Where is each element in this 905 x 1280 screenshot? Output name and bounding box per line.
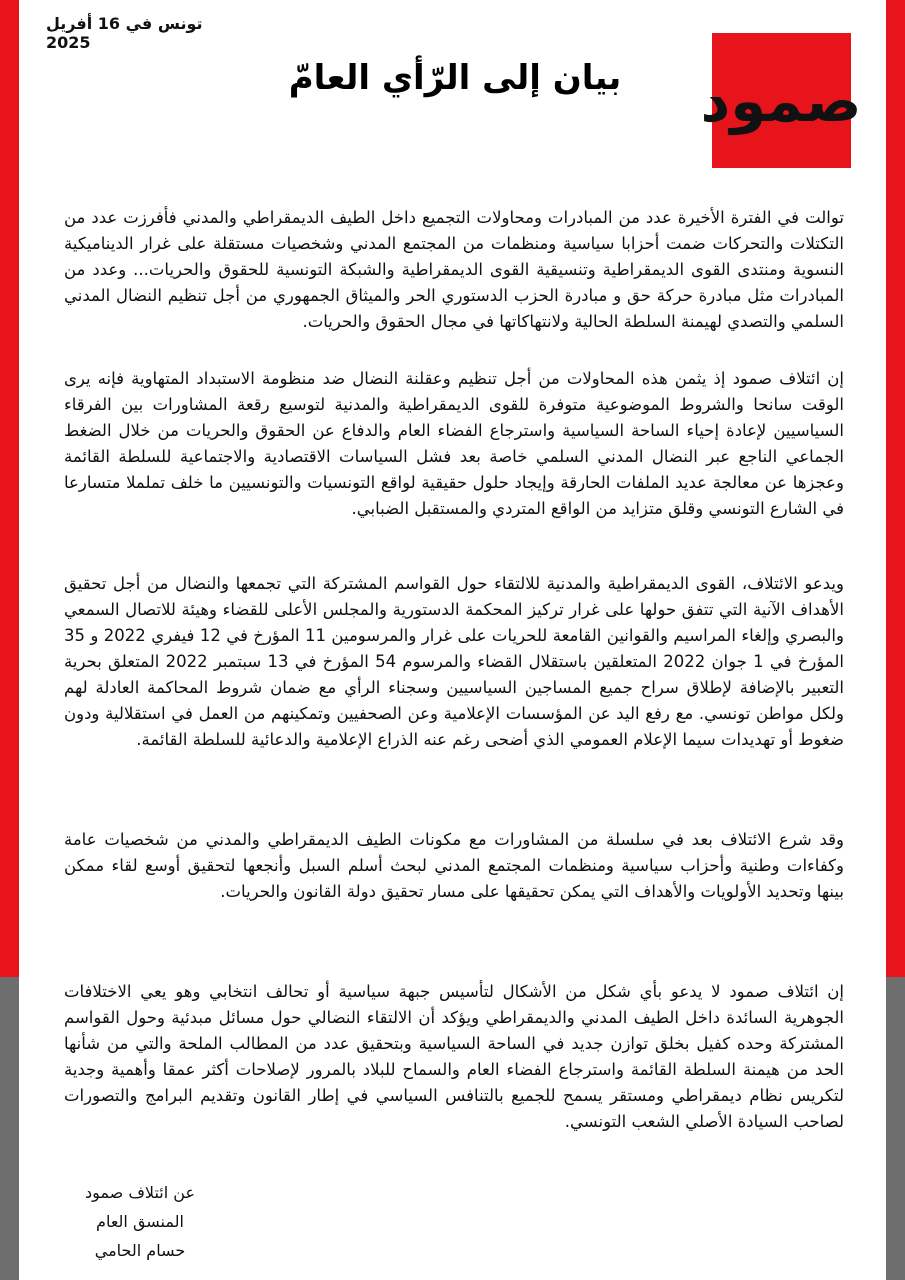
page-title: بيان إلى الرّأي العامّ [288,58,622,98]
paragraph-3: ويدعو الائتلاف، القوى الديمقراطية والمدنية للالتقاء حول القواسم المشتركة التي تجمعها والنضال من أجل تحقيق الأهداف الآنية التي تتفق حولها على غرار تركيز المحكمة الدستورية والمجلس الأعلى للقضاء وهيئة للاتصال السمعي والبصري وإلغاء المراسيم والقوانين القامعة للحريات على غرار والمرسومين 11 المؤرخ في 12 فيفري 2022 و 35 المؤرخ في 1 جوان 2022 المتعلقين باستقلال القضاء والمرسوم 54 المؤرخ في 13 سبتمبر 2022 المتعلق بحرية التعبير بالإضافة لإطلاق سراح جميع المساجين السياسيين وسجناء الرأي مع ضمان شروط المحاكمة العادلة لهم ولكل مواطن تونسي. مع رفع اليد عن المؤسسات الإعلامية وعن الصحفيين وتمكينهم من العمل في استقلالية ودون ضغوط أو تهديدات سيما الإعلام العمومي الذي أضحى رغم عنه الذراع الإعلامية والدعائية للسلطة القائمة. [64,574,845,749]
left-border-gray [0,977,19,1280]
right-border-red [886,0,905,977]
signature-org: عن ائتلاف صمود [85,1183,195,1202]
soumoud-logo [700,33,862,168]
signature-block [60,1178,220,1265]
paragraph-2: إن ائتلاف صمود إذ يثمن هذه المحاولات من أجل تنظيم وعقلنة النضال ضد منظومة الاستبداد المتهاوية فإنه يرى الوقت سانحا والشروط الموضوعية متوفرة للقوى الديمقراطية والمدنية لتوسيع رقعة المشاورات بين الفرقاء السياسيين لإعادة إحياء الساحة السياسية واسترجاع الفضاء العام والدفاع عن الحقوق والحريات من خلال الضغط الجماعي الناجع عبر النضال المدني السلمي خاصة بعد فشل السياسات الاقتصادية والاجتماعية للسلطة القائمة وعجزها عن معالجة عديد الملفات الحارقة وإيجاد حلول حقيقية لواقع التونسيات والتونسيين ما خلف تململا متسارعا في الشارع التونسي وقلق متزايد من الواقع المتردي والمستقبل الضبابي. [64,369,844,518]
signature-name: حسام الحامي [94,1241,186,1260]
paragraph-1: توالت في الفترة الأخيرة عدد من المبادرات ومحاولات التجميع داخل الطيف الديمقراطي والمدني فأفرزت عدد من التكتلات والتحركات ضمت أحزابا سياسية ومنظمات من المجتمع المدني وشخصيات مستقلة على غرار الديناميكية النسوية ومنتدى القوى الديمقراطية وتنسيقية القوى الديمقراطية والشبكة التونسية للحقوق والحريات... وعدد من المبادرات مثل مبادرة حركة حق و مبادرة الحزب الدستوري الحر والميثاق الجمهوري من أجل تنظيم النضال المدني السلمي والتصدي لهيمنة السلطة الحالية ولانتهاكاتها في مجال الحقوق والحريات. [64,208,844,331]
paragraph-4: وقد شرع الائتلاف بعد في سلسلة من المشاورات مع مكونات الطيف الديمقراطي والمدني من شخصيات عامة وكفاءات وطنية وأحزاب سياسية ومنظمات المجتمع المدني لبحث أسلم السبل وأنجعها لتحقيق أوسع لقاء ممكن بينها وتحديد الأولويات والأهداف التي يمكن تحقيقها على مسار تحقيق دولة القانون والحريات. [64,830,844,901]
left-border-red [0,0,19,977]
signature-role: المنسق العام [96,1212,184,1231]
document-date: تونس في 16 أفريل 2025 [46,14,203,52]
paragraph-5: إن ائتلاف صمود لا يدعو بأي شكل من الأشكال لتأسيس جبهة سياسية أو تحالف انتخابي وهو يعي الاختلافات الجوهرية السائدة داخل الطيف المدني والديمقراطي ويؤكد أن الالتقاء النضالي حول مسائل مبدئية وحول القواسم المشتركة وحده كفيل بخلق توازن جديد في الساحة السياسية وبتحقيق عدد من المطالب الملحة والتي من شأنها الحد من هيمنة السلطة القائمة واسترجاع الفضاء العام والسماح للبلاد بالمرور لإصلاحات أكثر عمقا وأهمية وجدية لتكريس نظام ديمقراطي ومستقر يسمح للجميع بالتنافس السياسي في إطار القانون وتقديم البرامج والتصورات لصاحب السيادة الأصلي الشعب التونسي. [64,982,844,1131]
logo-text: صمود [700,67,862,135]
right-border-gray [886,977,905,1280]
logo-mark [700,33,862,168]
